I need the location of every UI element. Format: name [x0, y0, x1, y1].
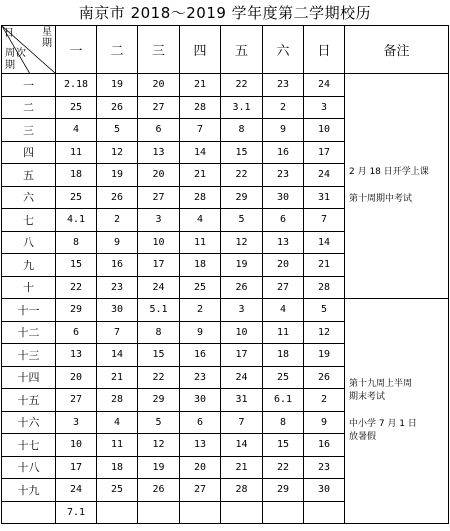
date-cell-sat: 29 — [263, 479, 304, 502]
date-cell-sat: 9 — [263, 119, 304, 142]
date-cell-thu: 9 — [180, 321, 221, 344]
date-cell-thu: 18 — [180, 254, 221, 277]
date-cell-tue: 7 — [97, 321, 138, 344]
corner-label-ci: 次 — [16, 48, 26, 59]
date-cell-sun: 17 — [304, 141, 345, 164]
date-cell-thu: 14 — [180, 141, 221, 164]
date-cell-tue: 19 — [97, 164, 138, 187]
date-cell-sat: 30 — [263, 186, 304, 209]
date-cell-mon: 11 — [56, 141, 97, 164]
date-cell-wed: 19 — [138, 456, 180, 479]
date-cell-thu: 23 — [180, 366, 221, 389]
date-cell-sun: 19 — [304, 344, 345, 367]
date-cell-tue — [97, 501, 138, 524]
date-cell-sun: 30 — [304, 479, 345, 502]
week-number-cell: 十 — [2, 276, 56, 299]
date-cell-sun: 12 — [304, 321, 345, 344]
date-cell-sun: 28 — [304, 276, 345, 299]
date-cell-mon: 6 — [56, 321, 97, 344]
date-cell-fri — [221, 501, 263, 524]
date-cell-thu: 25 — [180, 276, 221, 299]
week-number-cell: 十六 — [2, 411, 56, 434]
date-cell-sun: 10 — [304, 119, 345, 142]
date-cell-thu: 4 — [180, 209, 221, 232]
date-cell-wed: 27 — [138, 96, 180, 119]
corner-label-xing: 星 — [42, 27, 52, 38]
corner-label-zhou: 周 — [5, 48, 15, 59]
remark-spacer — [349, 179, 448, 193]
date-cell-sat: 18 — [263, 344, 304, 367]
date-cell-sun: 16 — [304, 434, 345, 457]
date-cell-tue: 11 — [97, 434, 138, 457]
date-cell-mon: 29 — [56, 299, 97, 322]
week-number-cell: 十七 — [2, 434, 56, 457]
date-cell-wed: 20 — [138, 164, 180, 187]
date-cell-tue: 18 — [97, 456, 138, 479]
date-cell-mon: 13 — [56, 344, 97, 367]
date-cell-tue: 4 — [97, 411, 138, 434]
week-number-cell: 十五 — [2, 389, 56, 412]
week-number-cell — [2, 501, 56, 524]
date-cell-fri: 24 — [221, 366, 263, 389]
week-number-cell: 四 — [2, 141, 56, 164]
date-cell-thu: 27 — [180, 479, 221, 502]
date-cell-sat: 27 — [263, 276, 304, 299]
date-cell-fri: 26 — [221, 276, 263, 299]
date-cell-fri: 19 — [221, 254, 263, 277]
day-header-thu: 四 — [180, 26, 221, 74]
date-cell-mon: 17 — [56, 456, 97, 479]
remark-spacer — [349, 404, 448, 418]
date-cell-sat: 4 — [263, 299, 304, 322]
date-cell-wed: 6 — [138, 119, 180, 142]
date-cell-sat: 20 — [263, 254, 304, 277]
date-cell-tue: 16 — [97, 254, 138, 277]
day-header-wed: 三 — [138, 26, 180, 74]
date-cell-mon: 4 — [56, 119, 97, 142]
table-row — [2, 299, 449, 322]
date-cell-sat: 22 — [263, 456, 304, 479]
date-cell-thu: 28 — [180, 96, 221, 119]
day-header-sun: 日 — [304, 26, 345, 74]
date-cell-thu: 6 — [180, 411, 221, 434]
week-number-cell: 十三 — [2, 344, 56, 367]
date-cell-thu: 2 — [180, 299, 221, 322]
date-cell-sat: 6.1 — [263, 389, 304, 412]
date-cell-sun: 24 — [304, 74, 345, 97]
date-cell-fri: 7 — [221, 411, 263, 434]
date-cell-sat: 15 — [263, 434, 304, 457]
date-cell-sat: 2 — [263, 96, 304, 119]
date-cell-wed: 10 — [138, 231, 180, 254]
date-cell-wed: 17 — [138, 254, 180, 277]
remarks-cell-second-half — [345, 299, 449, 524]
date-cell-wed: 12 — [138, 434, 180, 457]
date-cell-fri: 17 — [221, 344, 263, 367]
date-cell-thu: 21 — [180, 74, 221, 97]
week-number-cell: 九 — [2, 254, 56, 277]
remark-line: 第十九周上半周 — [349, 379, 413, 389]
date-cell-mon: 10 — [56, 434, 97, 457]
date-cell-mon: 25 — [56, 96, 97, 119]
day-header-tue: 二 — [97, 26, 138, 74]
date-cell-wed: 27 — [138, 186, 180, 209]
day-header-mon: 一 — [56, 26, 97, 74]
date-cell-sat: 25 — [263, 366, 304, 389]
date-cell-sat: 6 — [263, 209, 304, 232]
date-cell-sun: 5 — [304, 299, 345, 322]
date-cell-fri: 3.1 — [221, 96, 263, 119]
date-cell-fri: 3 — [221, 299, 263, 322]
date-cell-mon: 4.1 — [56, 209, 97, 232]
date-cell-thu: 11 — [180, 231, 221, 254]
calendar-table — [1, 25, 449, 524]
date-cell-sat: 8 — [263, 411, 304, 434]
week-number-cell: 六 — [2, 186, 56, 209]
date-cell-fri: 21 — [221, 456, 263, 479]
week-number-cell: 十二 — [2, 321, 56, 344]
week-number-cell: 三 — [2, 119, 56, 142]
date-cell-sun: 24 — [304, 164, 345, 187]
date-cell-tue: 28 — [97, 389, 138, 412]
date-cell-sat: 23 — [263, 74, 304, 97]
date-cell-wed: 22 — [138, 366, 180, 389]
week-number-cell: 七 — [2, 209, 56, 232]
date-cell-wed: 20 — [138, 74, 180, 97]
remark-line: 放暑假 — [349, 432, 377, 442]
date-cell-wed — [138, 501, 180, 524]
date-cell-thu: 20 — [180, 456, 221, 479]
remarks-header: 备注 — [345, 26, 449, 74]
date-cell-thu: 21 — [180, 164, 221, 187]
date-cell-wed: 3 — [138, 209, 180, 232]
corner-label-qi2: 期 — [5, 60, 15, 71]
date-cell-sat: 23 — [263, 164, 304, 187]
date-cell-fri: 31 — [221, 389, 263, 412]
date-cell-tue: 19 — [97, 74, 138, 97]
date-cell-mon: 20 — [56, 366, 97, 389]
remark-line: 期末考试 — [349, 392, 386, 402]
date-cell-wed: 24 — [138, 276, 180, 299]
date-cell-sun: 9 — [304, 411, 345, 434]
date-cell-wed: 5.1 — [138, 299, 180, 322]
date-cell-wed: 13 — [138, 141, 180, 164]
date-cell-mon: 22 — [56, 276, 97, 299]
date-cell-tue: 23 — [97, 276, 138, 299]
date-cell-sun: 2 — [304, 389, 345, 412]
date-cell-fri: 29 — [221, 186, 263, 209]
date-cell-sun: 23 — [304, 456, 345, 479]
date-cell-sun: 7 — [304, 209, 345, 232]
day-header-fri: 五 — [221, 26, 263, 74]
date-cell-wed: 29 — [138, 389, 180, 412]
date-cell-fri: 5 — [221, 209, 263, 232]
corner-label-ri: 日 — [4, 28, 14, 39]
week-number-cell: 八 — [2, 231, 56, 254]
date-cell-tue: 26 — [97, 96, 138, 119]
corner-label-qi: 期 — [42, 38, 52, 49]
remarks-cell-first-half — [345, 74, 449, 299]
date-cell-fri: 12 — [221, 231, 263, 254]
date-cell-mon: 7.1 — [56, 501, 97, 524]
date-cell-wed: 5 — [138, 411, 180, 434]
date-cell-thu: 7 — [180, 119, 221, 142]
date-cell-sun: 14 — [304, 231, 345, 254]
date-cell-thu: 13 — [180, 434, 221, 457]
date-cell-mon: 24 — [56, 479, 97, 502]
date-cell-mon: 27 — [56, 389, 97, 412]
week-number-cell: 十八 — [2, 456, 56, 479]
week-number-cell: 十九 — [2, 479, 56, 502]
remark-line: 第十周期中考试 — [349, 194, 413, 204]
date-cell-tue: 5 — [97, 119, 138, 142]
remark-line: 2 月 18 日开学上课 — [349, 167, 429, 177]
table-row — [2, 74, 449, 97]
date-cell-mon: 8 — [56, 231, 97, 254]
date-cell-fri: 22 — [221, 164, 263, 187]
date-cell-tue: 12 — [97, 141, 138, 164]
date-cell-sun — [304, 501, 345, 524]
date-cell-sun: 3 — [304, 96, 345, 119]
date-cell-sat: 16 — [263, 141, 304, 164]
date-cell-mon: 3 — [56, 411, 97, 434]
date-cell-fri: 14 — [221, 434, 263, 457]
date-cell-fri: 15 — [221, 141, 263, 164]
date-cell-thu — [180, 501, 221, 524]
date-cell-thu: 30 — [180, 389, 221, 412]
week-number-cell: 五 — [2, 164, 56, 187]
date-cell-fri: 28 — [221, 479, 263, 502]
week-number-cell: 二 — [2, 96, 56, 119]
day-header-sat: 六 — [263, 26, 304, 74]
date-cell-mon: 25 — [56, 186, 97, 209]
week-number-cell: 十一 — [2, 299, 56, 322]
date-cell-thu: 16 — [180, 344, 221, 367]
date-cell-tue: 2 — [97, 209, 138, 232]
date-cell-tue: 14 — [97, 344, 138, 367]
page-title: 南京市 2018～2019 学年度第二学期校历 — [78, 4, 372, 22]
date-cell-fri: 22 — [221, 74, 263, 97]
date-cell-sun: 31 — [304, 186, 345, 209]
date-cell-tue: 25 — [97, 479, 138, 502]
date-cell-mon: 15 — [56, 254, 97, 277]
corner-header — [2, 26, 56, 74]
date-cell-thu: 28 — [180, 186, 221, 209]
header-row — [2, 26, 449, 74]
date-cell-sun: 21 — [304, 254, 345, 277]
date-cell-sat — [263, 501, 304, 524]
date-cell-sat: 13 — [263, 231, 304, 254]
date-cell-sat: 11 — [263, 321, 304, 344]
date-cell-fri: 8 — [221, 119, 263, 142]
date-cell-tue: 30 — [97, 299, 138, 322]
date-cell-tue: 9 — [97, 231, 138, 254]
remark-line: 中小学 7 月 1 日 — [349, 419, 417, 429]
date-cell-tue: 26 — [97, 186, 138, 209]
date-cell-tue: 21 — [97, 366, 138, 389]
calendar-body — [2, 74, 449, 524]
date-cell-wed: 26 — [138, 479, 180, 502]
date-cell-wed: 8 — [138, 321, 180, 344]
date-cell-wed: 15 — [138, 344, 180, 367]
date-cell-mon: 2.18 — [56, 74, 97, 97]
date-cell-mon: 18 — [56, 164, 97, 187]
date-cell-sun: 26 — [304, 366, 345, 389]
date-cell-fri: 10 — [221, 321, 263, 344]
week-number-cell: 十四 — [2, 366, 56, 389]
week-number-cell: 一 — [2, 74, 56, 97]
